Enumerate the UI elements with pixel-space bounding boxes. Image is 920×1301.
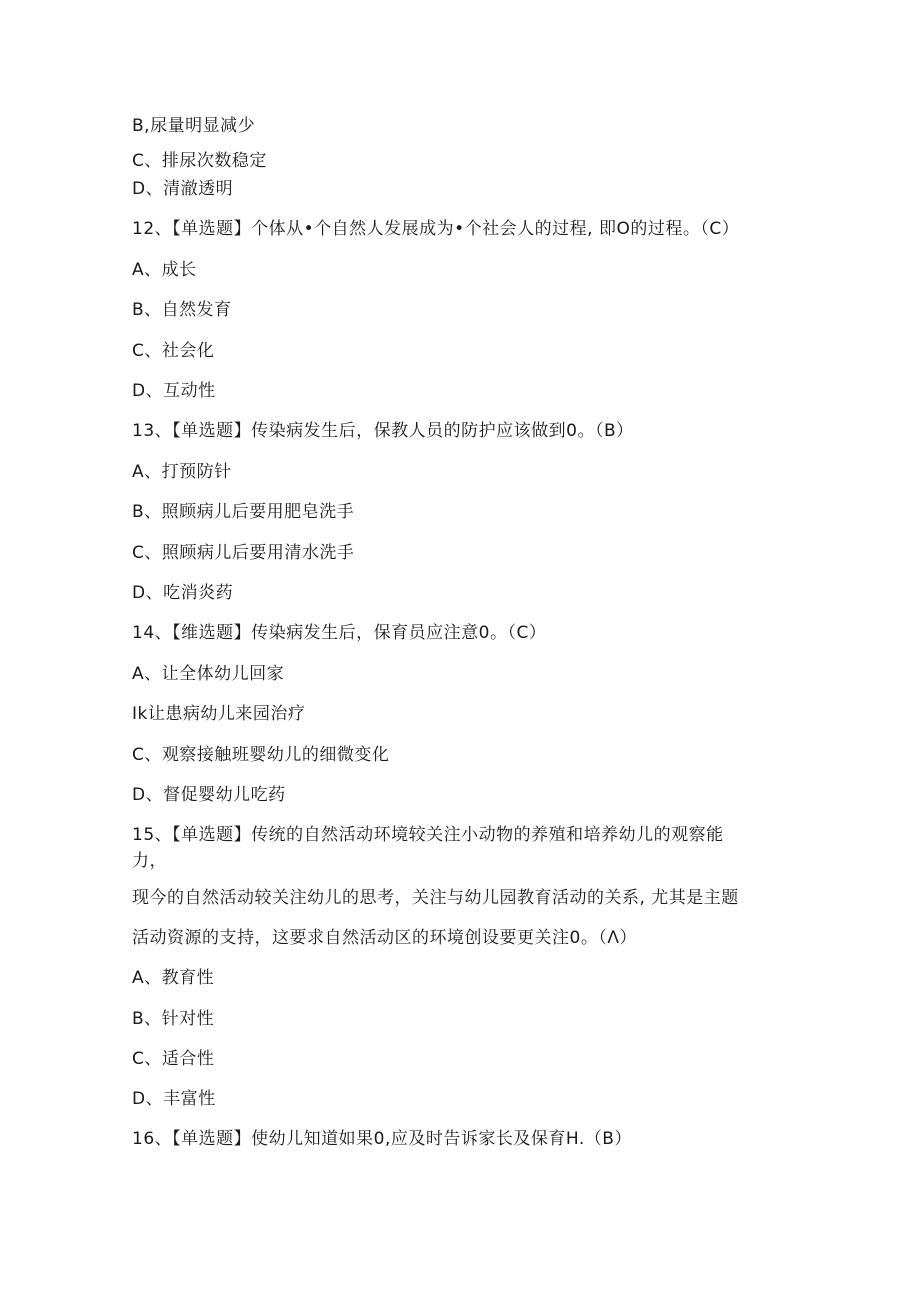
- q12-option-b: B、自然发育: [132, 300, 232, 320]
- q14-option-c: C、观察接触班婴幼儿的细微变化: [132, 745, 390, 765]
- q15-question-line-3: 现今的自然活动较关注幼儿的思考，关注与幼儿园教育活动的关系, 尤其是主题: [132, 888, 739, 908]
- q15-option-b: B、针对性: [132, 1009, 215, 1029]
- q12-option-c: C、社会化: [132, 341, 215, 361]
- q13-option-c: C、照顾病儿后要用清水洗手: [132, 543, 355, 563]
- q11-option-c: C、排尿次数稳定: [132, 151, 267, 171]
- q14-question: 14、【维选题】传染病发生后，保育员应注意0。（C）: [132, 623, 547, 643]
- q15-option-d: D、丰富性: [132, 1089, 216, 1109]
- q11-option-b: B,尿量明显减少: [132, 116, 256, 136]
- q13-option-a: A、打预防针: [132, 462, 232, 482]
- q15-question-line-2: 力，: [132, 851, 167, 871]
- q15-option-a: A、教育性: [132, 968, 215, 988]
- q16-question: 16、【单选题】使幼儿知道如果0,应及时告诉家长及保育H.（B）: [132, 1129, 632, 1149]
- q11-option-d: D、清澈透明: [132, 179, 234, 199]
- q12-option-d: D、互动性: [132, 381, 216, 401]
- q14-option-b: Ik让患病幼儿来园治疗: [132, 704, 306, 724]
- q13-option-b: B、照顾病儿后要用肥皂洗手: [132, 502, 355, 522]
- q15-option-c: C、适合性: [132, 1049, 215, 1069]
- q12-question: 12、【单选题】个体从•个自然人发展成为•个社会人的过程, 即O的过程。（C）: [132, 219, 740, 239]
- q14-option-d: D、督促婴幼儿吃药: [132, 785, 286, 805]
- q15-question-line-4: 活动资源的支持，这要求自然活动区的环境创设要更关注0。（Λ）: [132, 928, 637, 948]
- q12-option-a: A、成长: [132, 260, 197, 280]
- q15-question-line-1: 15、【单选题】传统的自然活动环境较关注小动物的养殖和培养幼儿的观察能: [132, 825, 724, 845]
- q13-option-d: D、吃消炎药: [132, 583, 234, 603]
- q14-option-a: A、让全体幼儿回家: [132, 664, 285, 684]
- q13-question: 13、【单选题】传染病发生后，保教人员的防护应该做到0。（B）: [132, 421, 634, 441]
